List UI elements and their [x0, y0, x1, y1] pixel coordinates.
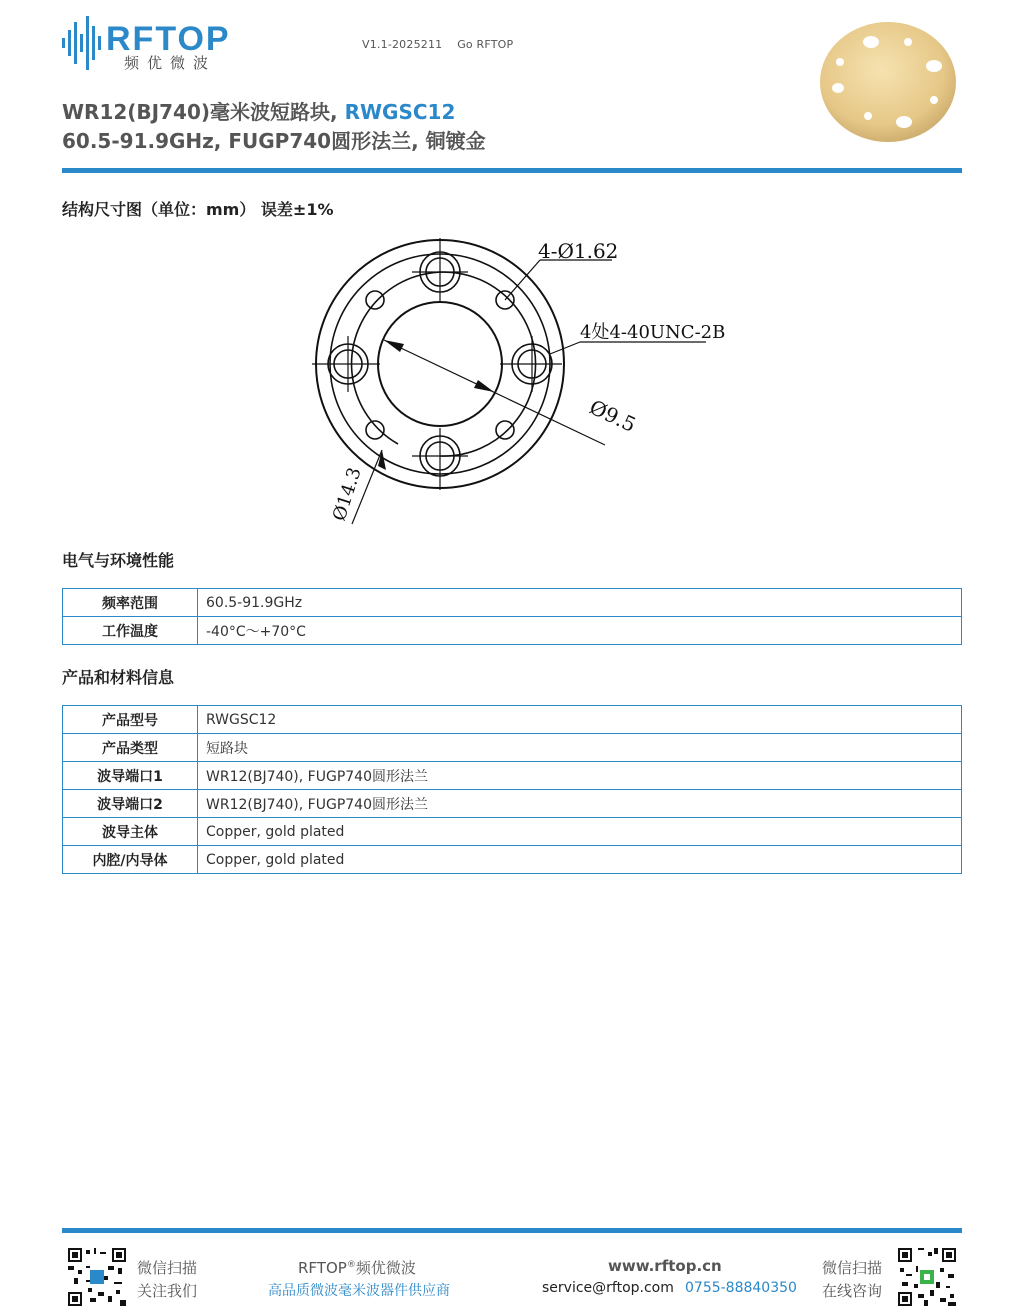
product-table [62, 705, 962, 874]
title-main: WR12(BJ740)毫米波短路块, [62, 100, 345, 124]
cavity-circle [378, 302, 502, 426]
dim-arrow-right [474, 380, 494, 392]
row-value: RWGSC12 [198, 706, 962, 734]
page-title-line2: 60.5-91.9GHz, FUGP740圆形法兰, 铜镀金 [62, 129, 486, 153]
logo-text: RFTOP [106, 20, 231, 58]
footer-brand-name: RFTOP [298, 1259, 347, 1277]
qr-code-right[interactable] [898, 1248, 956, 1306]
table-row [63, 762, 962, 790]
table-row [63, 589, 962, 617]
row-key: 频率范围 [63, 589, 198, 617]
version-number: V1.1-2025211 [362, 38, 443, 51]
row-key: 产品类型 [63, 734, 198, 762]
page-title-line1 [62, 96, 455, 125]
label-threads: 4处4-40UNC-2B [580, 322, 726, 343]
wechat-follow-line2: 关注我们 [137, 1282, 198, 1300]
rftop-logo [62, 10, 272, 76]
wechat-consult-line1: 微信扫描 [822, 1259, 883, 1277]
row-value: WR12(BJ740), FUGP740圆形法兰 [198, 790, 962, 818]
row-value: Copper, gold plated [198, 818, 962, 846]
footer-tagline: 高品质微波毫米波器件供应商 [268, 1283, 450, 1299]
label-outer-diameter: Ø14.3 [328, 464, 366, 524]
header-divider [62, 168, 962, 173]
dim-arrow-left [384, 340, 404, 352]
row-key: 工作温度 [63, 617, 198, 645]
footer-brand [298, 1257, 416, 1278]
product-photo [816, 16, 960, 144]
footer-email[interactable]: service@rftop.com [542, 1280, 674, 1296]
row-key: 波导端口2 [63, 790, 198, 818]
footer-brand-cn: 频优微波 [355, 1259, 416, 1277]
footer-website[interactable]: www.rftop.cn [608, 1257, 722, 1275]
table-row [63, 846, 962, 874]
table-row [63, 790, 962, 818]
row-key: 波导端口1 [63, 762, 198, 790]
table-row [63, 706, 962, 734]
footer-divider [62, 1228, 962, 1233]
row-value: 60.5-91.9GHz [198, 589, 962, 617]
title-model: RWGSC12 [344, 100, 456, 124]
wechat-follow-line1: 微信扫描 [137, 1259, 198, 1277]
electrical-section-title: 电气与环境性能 [62, 551, 175, 570]
qr-code-left[interactable] [68, 1248, 126, 1306]
table-row [63, 818, 962, 846]
logo-subtext: 频优微波 [124, 54, 217, 72]
row-value: -40°C～+70°C [198, 617, 962, 645]
row-value: Copper, gold plated [198, 846, 962, 874]
footer-phone[interactable]: 0755-88840350 [685, 1280, 797, 1296]
product-section-title: 产品和材料信息 [62, 668, 175, 687]
dimension-drawing [300, 230, 740, 530]
row-value: WR12(BJ740), FUGP740圆形法兰 [198, 762, 962, 790]
registered-mark: ® [346, 1260, 356, 1270]
version-info [362, 38, 513, 51]
table-row [63, 734, 962, 762]
wechat-consult-line2: 在线咨询 [822, 1282, 883, 1300]
electrical-table [62, 588, 962, 645]
row-value: 短路块 [198, 734, 962, 762]
row-key: 内腔/内导体 [63, 846, 198, 874]
table-row [63, 617, 962, 645]
row-key: 产品型号 [63, 706, 198, 734]
drawing-section-title: 结构尺寸图（单位：mm） 误差±1% [62, 200, 334, 219]
version-go-link[interactable]: Go RFTOP [457, 38, 514, 51]
label-inner-diameter: Ø9.5 [585, 394, 640, 437]
row-key: 波导主体 [63, 818, 198, 846]
label-holes: 4-Ø1.62 [538, 239, 619, 263]
